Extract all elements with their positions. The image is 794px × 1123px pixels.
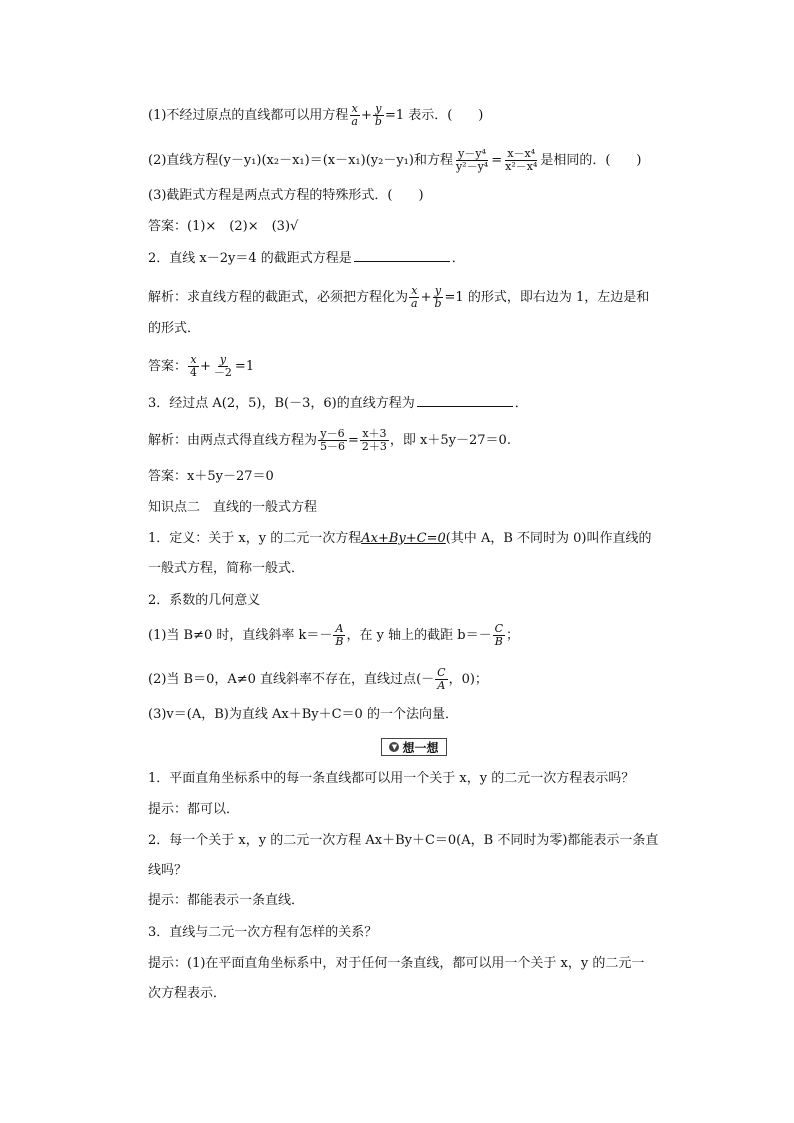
think-question-2: 2．每一个关于 x，y 的二元一次方程 Ax＋By＋C＝0(A，B 不同时为零)都能表示一条直 [148,833,659,848]
definition-continued: 一般式方程，简称一般式． [148,561,305,576]
exercise-2: 2．直线 x－2y＝4 的截距式方程是 ． [148,251,465,266]
think-question-3: 3．直线与二元一次方程有怎样的关系？ [148,925,378,940]
question-1-text: (1)不经过原点的直线都可以用方程 [148,108,349,123]
fraction-y-over-b: $\frac{y}{b}$ [374,102,382,128]
think-hint-2: 提示：都能表示一条直线． [148,893,305,908]
think-hint-3-continued: 次方程表示． [148,986,227,1001]
geometric-meaning-2: (2)当 B＝0，A≠0 直线斜率不存在，直线过点(－ $\frac{C}{A}$ ，0)； [148,666,488,692]
answer-2: 答案： $\frac{x}{4}$ + $\frac{y}{-2}$ =1 [148,353,255,379]
geometric-meaning-heading: 2．系数的几何意义 [148,593,261,608]
section-heading: 知识点二 直线的一般式方程 [148,500,318,515]
fraction-x-over-a: $\frac{x}{a}$ [351,102,358,128]
think-question-1: 1．平面直角坐标系中的每一条直线都可以用一个关于 x，y 的二元一次方程表示吗？ [148,771,635,786]
analysis-2: 解析：求直线方程的截距式，必须把方程化为 $\frac{x}{a}$ + $\frac{y}{b}$ =1 的形式，即右边为 1，左边是和 [148,284,650,310]
analysis-3: 解析：由两点式得直线方程为 $\frac{y-6}{5-6}$ = $\frac{x+3}{2+3}$ ，即 x＋5y－27＝0. [148,427,511,453]
answer-blank [354,249,450,262]
definition: 1．定义：关于 x，y 的二元一次方程Ax+By+C=0(其中 A，B 不同时为 0)叫作直线的 [148,531,652,546]
geometric-meaning-1: (1)当 B≠0 时，直线斜率 k＝－ $\frac{A}{B}$ ，在 y 轴上的截距 b＝－ $\frac{C}{B}$ ； [148,622,520,648]
think-badge: ▼ 想一想 [381,738,447,756]
fraction-x-two-point: $\frac{\text{x－x⁴}}{\text{x²－x⁴}}$ [505,147,538,173]
question-1: (1)不经过原点的直线都可以用方程 $\frac{x}{a}$ + $\frac{y}{b}$ =1 表示．( ) [148,102,484,128]
question-3: (3)截距式方程是两点式方程的特殊形式．( ) [148,188,424,203]
general-equation: Ax+By+C=0 [361,531,446,546]
geometric-meaning-3: (3)v＝(A，B)为直线 Ax＋By＋C＝0 的一个法向量． [148,707,458,722]
answer-blank-3 [417,394,513,407]
chevron-down-icon: ▼ [389,742,399,752]
think-hint-3: 提示：(1)在平面直角坐标系中，对于任何一条直线，都可以用一个关于 x，y 的二元一 [148,956,645,971]
question-1-end: =1 表示．( ) [384,108,484,123]
fraction-y-two-point: $\frac{\text{y－y⁴}}{\text{y²－y⁴}}$ [455,147,489,173]
exercise-3: 3．经过点 A(2，5)，B(－3，6)的直线方程为 ． [148,396,528,411]
think-question-2-continued: 线吗？ [148,863,188,878]
answer-1: 答案：(1)× (2)× (3)√ [148,219,299,234]
answer-3: 答案：x＋5y－27＝0 [148,469,274,484]
question-2: (2)直线方程(y－y₁)(x₂－x₁)＝(x－x₁)(y₂－y₁)和方程 $\frac{\text{y－y⁴}}{\text{y²－y⁴}}$ = $\frac{\text{x－x⁴}}{\text{x²－x⁴}}$ 是相同的．( ) [148,147,642,173]
analysis-2-continued: 的形式． [148,321,201,336]
think-hint-1: 提示：都可以． [148,802,240,817]
